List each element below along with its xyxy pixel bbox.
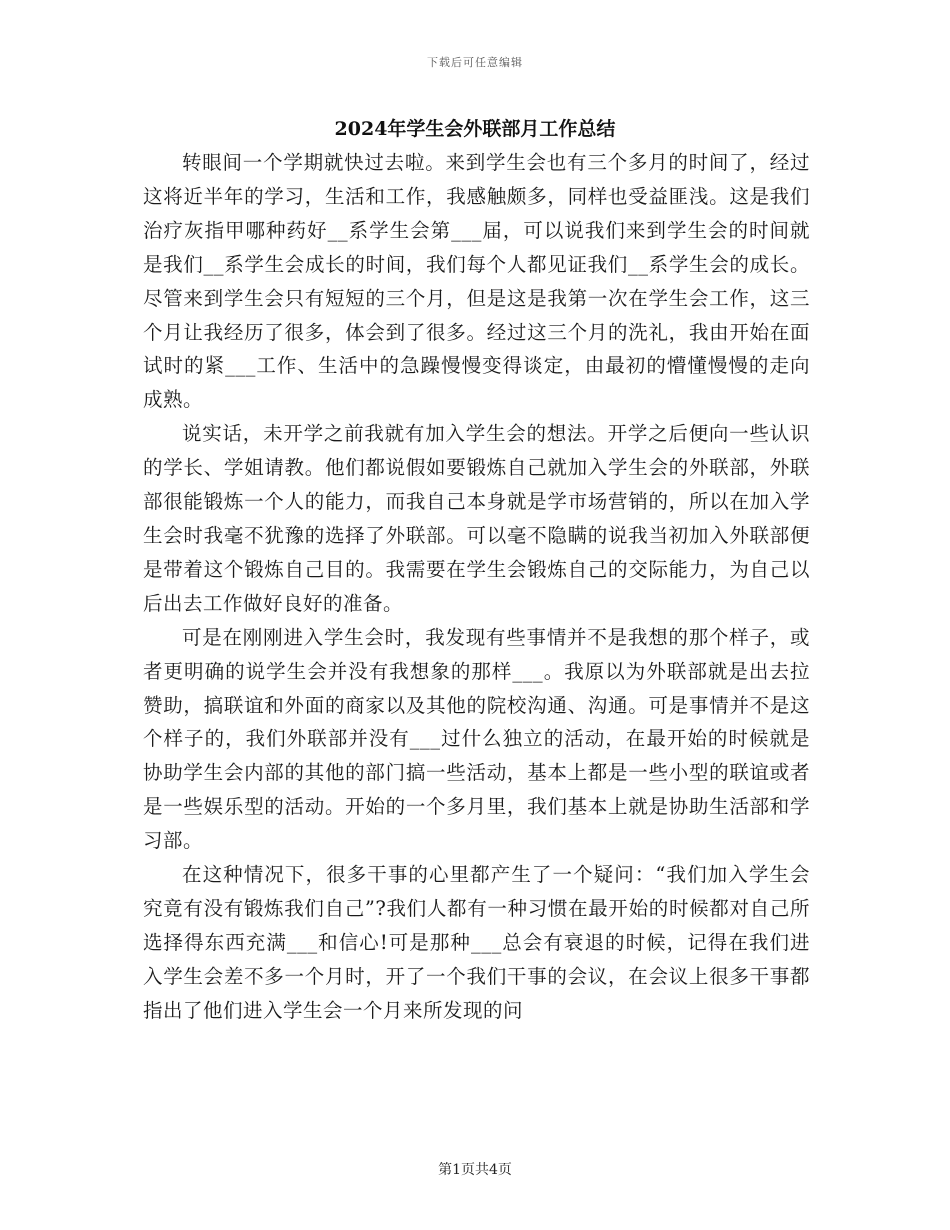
paragraph-4: 在这种情况下，很多干事的心里都产生了一个疑问：“我们加入学生会究竟有没有锻炼我们自己”?我们人都有一种习惯在最开始的时候都对自己所选择得东西充满___和信心!可是那种___总会有衰退的时候，记得在我们进入学生会差不多一个月时，开了一个我们干事的会议，在会议上很多干事都指出了他们进入学生会一个月来所发现的问 xyxy=(143,863,810,1022)
paragraph-1: 转眼间一个学期就快过去啦。来到学生会也有三个多月的时间了，经过这将近半年的学习，生活和工作，我感触颇多，同样也受益匪浅。这是我们治疗灰指甲哪种药好__系学生会第___届，可以说我们来到学生会的时间就是我们__系学生会成长的时间，我们每个人都见证我们__系学生会的成长。尽管来到学生会只有短短的三个月，但是这是我第一次在学生会工作，这三个月让我经历了很多，体会到了很多。经过这三个月的洗礼，我由开始在面试时的紧___工作、生活中的急躁慢慢变得谈定，由最初的懵懂慢慢的走向成熟。 xyxy=(143,151,810,412)
paragraph-3: 可是在刚刚进入学生会时，我发现有些事情并不是我想的那个样子，或者更明确的说学生会并没有我想象的那样___。我原以为外联部就是出去拉赞助，搞联谊和外面的商家以及其他的院校沟通、沟通。可是事情并不是这个样子的，我们外联部并没有___过什么独立的活动，在最开始的时候就是协助学生会内部的其他的部门搞一些活动，基本上都是一些小型的联谊或者是一些娱乐型的活动。开始的一个多月里，我们基本上就是协助生活部和学习部。 xyxy=(143,625,810,853)
paragraph-2: 说实话，未开学之前我就有加入学生会的想法。开学之后便向一些认识的学长、学姐请教。他们都说假如要锻炼自己就加入学生会的外联部，外联部很能锻炼一个人的能力，而我自己本身就是学市场营销的，所以在加入学生会时我毫不犹豫的选择了外联部。可以毫不隐瞒的说我当初加入外联部便是带着这个锻炼自己目的。我需要在学生会锻炼自己的交际能力，为自己以后出去工作做好良好的准备。 xyxy=(143,422,810,615)
document-title: 2024年学生会外联部月工作总结 xyxy=(334,118,616,140)
page-number-footer: 第1页共4页 xyxy=(438,1162,512,1178)
document-body xyxy=(143,146,810,1028)
page-header-note: 下载后可任意编辑 xyxy=(427,56,523,69)
